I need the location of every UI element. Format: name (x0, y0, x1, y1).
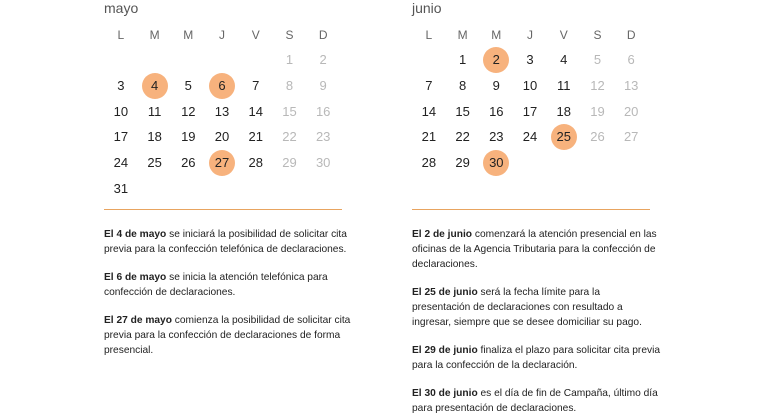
note-paragraph (104, 227, 352, 257)
calendar-week (412, 47, 648, 73)
calendar-week (412, 150, 648, 176)
calendar-week (104, 73, 340, 99)
calendar-week (104, 150, 340, 176)
calendar-day: 23 (489, 129, 504, 145)
calendar-day: 18 (147, 129, 162, 145)
weekday-label: M (149, 28, 160, 42)
calendar-day: 7 (425, 77, 433, 93)
notes-june (412, 227, 660, 420)
divider (412, 209, 650, 210)
calendar-day: 8 (285, 77, 294, 93)
calendar-day: 2 (479, 47, 513, 73)
calendar-day: 4 (560, 52, 568, 67)
calendar-day (205, 176, 239, 202)
note-text: se inicia la atención telefónica para confección de declaraciones. (104, 272, 328, 298)
note-date: El 6 de mayo (104, 272, 167, 283)
weekday-label: M (491, 28, 502, 42)
calendar-day: 27 (623, 129, 639, 145)
calendar-day (412, 47, 446, 73)
calendar-day: 26 (181, 155, 196, 171)
calendar-day (138, 47, 172, 73)
weekday-label: D (626, 28, 636, 42)
calendar-day: 15 (282, 103, 297, 119)
month-title: mayo (104, 0, 139, 16)
note-date: El 29 de junio (412, 345, 478, 356)
calendar-day: 20 (623, 103, 639, 119)
weekday-label: V (251, 28, 260, 42)
calendar-day: 13 (214, 103, 230, 119)
calendar-day: 22 (282, 129, 297, 145)
calendar-day (171, 47, 205, 73)
calendar-day (205, 47, 239, 73)
note-paragraph (412, 285, 660, 330)
calendar-week (412, 124, 648, 150)
calendar-day: 16 (315, 103, 331, 119)
calendar-day: 17 (113, 129, 129, 145)
calendar-day (138, 176, 172, 202)
note-date: El 4 de mayo (104, 229, 167, 240)
note-date: El 25 de junio (412, 287, 478, 298)
calendar-day: 17 (522, 103, 538, 119)
calendar-day: 14 (421, 103, 437, 119)
calendar-day (547, 150, 581, 176)
calendar-day: 29 (455, 155, 470, 171)
calendar-day: 31 (113, 180, 129, 196)
calendar-week (104, 124, 340, 150)
calendar-day: 12 (590, 77, 605, 93)
calendar-week (412, 73, 648, 99)
calendar-day: 11 (556, 77, 571, 93)
calendar-day: 16 (489, 103, 504, 119)
note-text: comienza la posibilidad de solicitar cita previa para la confección de declaraciones de forma presencial. (104, 315, 351, 356)
calendar-day: 9 (492, 77, 500, 93)
calendar-day (581, 150, 615, 176)
month-title: junio (412, 0, 442, 16)
weekday-label: L (117, 28, 125, 42)
weekday-label: M (457, 28, 468, 42)
weekday-label: S (593, 28, 602, 42)
note-date: El 2 de junio (412, 229, 473, 240)
calendar-day: 30 (315, 155, 331, 171)
weekday-label: S (285, 28, 294, 42)
calendar-day (513, 150, 547, 176)
notes-may (104, 227, 352, 371)
calendar-day: 24 (113, 155, 129, 171)
calendar-day: 30 (479, 150, 513, 176)
note-paragraph (104, 313, 352, 358)
calendar-day: 1 (285, 52, 294, 67)
note-paragraph (412, 386, 660, 416)
note-text: será la fecha límite para la presentación de declaraciones con resultado a ingresar, siempre que se desee domiciliar su pago. (412, 287, 642, 328)
calendar-day: 3 (526, 52, 534, 67)
calendar-day: 10 (522, 77, 538, 93)
calendar-day: 25 (547, 124, 581, 150)
calendar-day: 3 (117, 77, 125, 93)
calendar-day: 19 (181, 129, 196, 145)
note-paragraph (412, 343, 660, 373)
calendar-day: 24 (522, 129, 538, 145)
calendar-day: 20 (214, 129, 230, 145)
note-text: es el día de fin de Campaña, último día para presentación de declaraciones. (412, 388, 658, 414)
note-paragraph (104, 270, 352, 300)
weekday-label: L (425, 28, 433, 42)
calendar-day (239, 47, 273, 73)
calendar-day: 26 (590, 129, 605, 145)
calendar-day: 1 (458, 52, 467, 67)
calendar-day: 11 (147, 103, 162, 119)
calendar-day: 15 (455, 103, 470, 119)
note-date: El 30 de junio (412, 388, 478, 399)
calendar-day: 5 (184, 77, 192, 93)
weekday-label: J (219, 28, 226, 42)
calendar-day: 25 (147, 155, 162, 171)
calendar-day: 7 (252, 77, 260, 93)
weekday-header (104, 23, 340, 47)
note-text: finaliza el plazo para solicitar cita previa para la confección de la declaración. (412, 345, 661, 371)
calendar-day: 4 (138, 73, 172, 99)
calendar-day: 27 (205, 150, 239, 176)
calendar-day: 21 (421, 129, 437, 145)
calendar-day: 28 (421, 155, 437, 171)
calendar-day: 5 (593, 52, 602, 67)
calendar-day (273, 176, 307, 202)
calendar-day: 2 (319, 52, 327, 67)
calendar-day: 22 (455, 129, 470, 145)
calendar-day: 8 (458, 77, 467, 93)
note-text: se iniciará la posibilidad de solicitar cita previa para la confección telefónica de declaraciones. (104, 229, 347, 255)
calendar-day (306, 176, 340, 202)
weekday-label: D (318, 28, 328, 42)
calendar-day: 10 (113, 103, 129, 119)
weekday-label: M (183, 28, 194, 42)
calendar-day: 23 (315, 129, 331, 145)
divider (104, 209, 342, 210)
calendar-day: 18 (556, 103, 571, 119)
calendar-day: 28 (248, 155, 263, 171)
calendar-day: 19 (590, 103, 605, 119)
calendar-week (104, 99, 340, 125)
calendar-day: 6 (627, 52, 635, 67)
calendar-day: 12 (181, 103, 196, 119)
calendar-week (104, 47, 340, 73)
weekday-label: V (559, 28, 568, 42)
calendar-day (239, 176, 273, 202)
calendar-day: 29 (282, 155, 297, 171)
calendar-day (104, 47, 138, 73)
calendar-week (104, 176, 340, 202)
calendar-week (412, 99, 648, 125)
calendar-day: 21 (248, 129, 263, 145)
calendar-grid (104, 23, 340, 202)
calendar-day: 13 (623, 77, 639, 93)
calendar-day: 9 (319, 77, 327, 93)
note-text: comenzará la atención presencial en las oficinas de la Agencia Tributaria para la confección de declaraciones. (412, 229, 657, 270)
calendar-day: 14 (248, 103, 263, 119)
note-paragraph (412, 227, 660, 272)
note-date: El 27 de mayo (104, 315, 172, 326)
weekday-header (412, 23, 648, 47)
calendar-grid (412, 23, 648, 176)
weekday-label: J (527, 28, 534, 42)
calendar-day (171, 176, 205, 202)
calendar-day: 6 (205, 73, 239, 99)
calendar-day (614, 150, 648, 176)
